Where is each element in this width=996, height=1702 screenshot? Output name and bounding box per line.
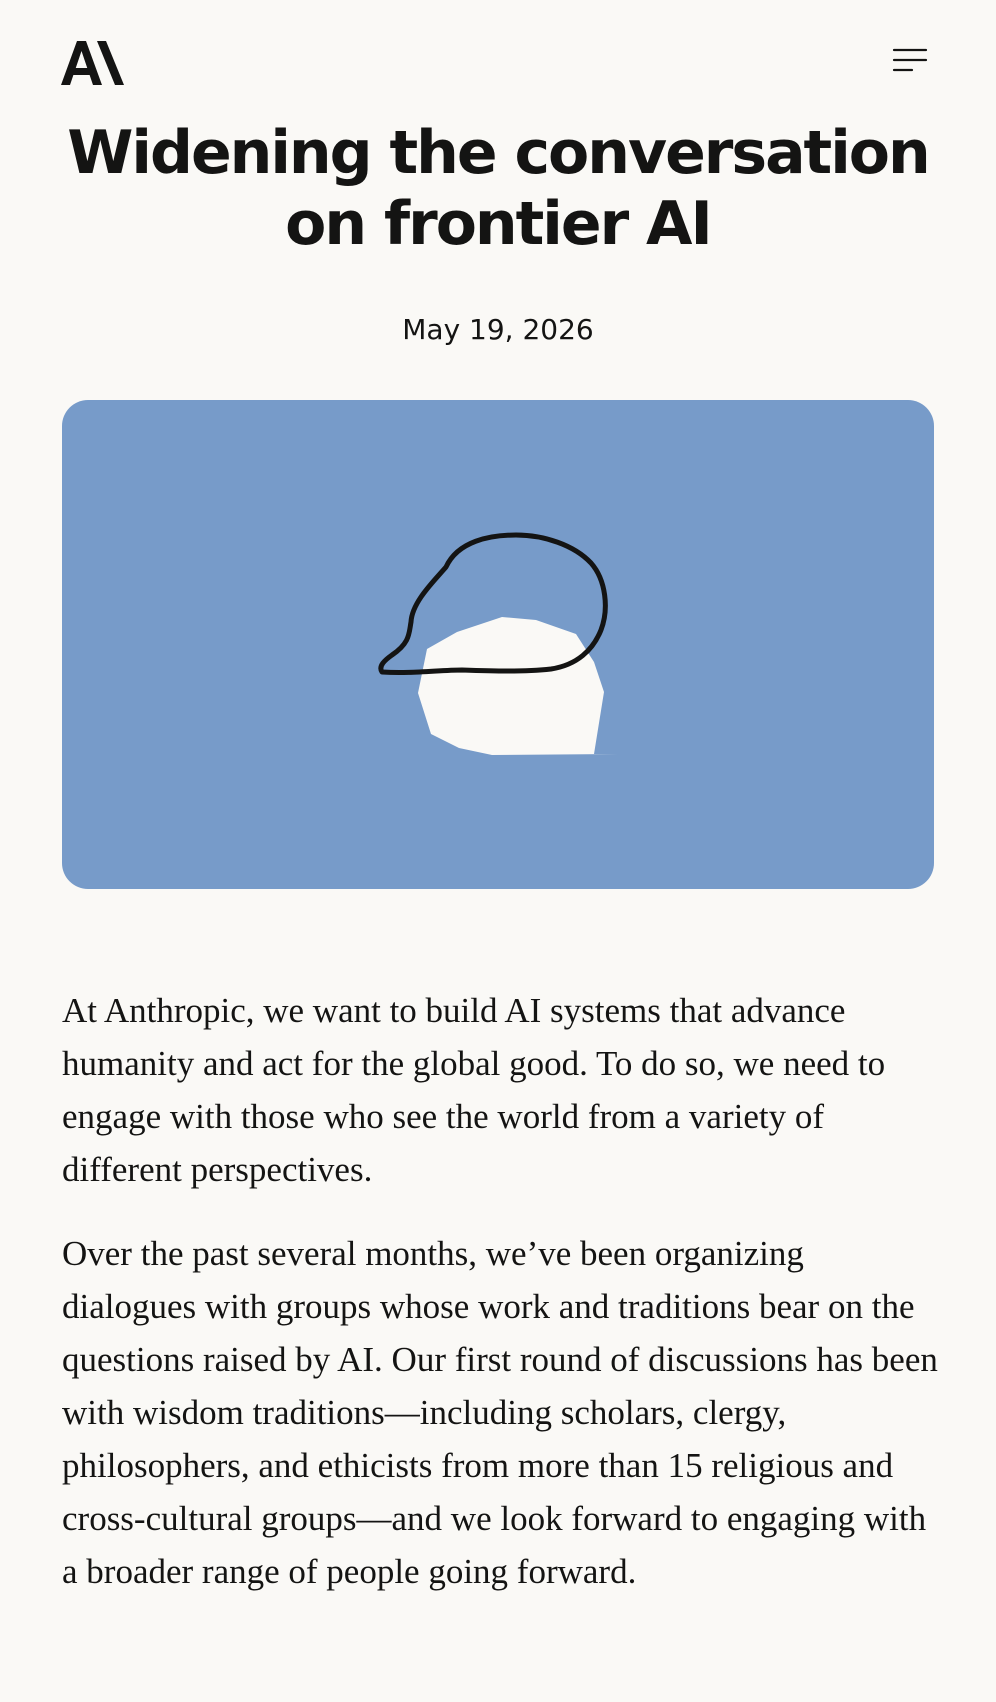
anthropic-logo[interactable] bbox=[61, 38, 127, 88]
hero-image bbox=[62, 400, 934, 889]
article-paragraph: Over the past several months, we’ve been organizing dialogues with groups whose work and traditions bear on the questions raised by AI. Our first round of discussions has been with wisdom traditions—including scholars, clergy, philosophers, and ethicists from more than 15 religious and cross-cultural groups—and we look forward to engaging with a broader range of people going forward. bbox=[62, 1234, 938, 1591]
hamburger-menu-icon bbox=[886, 42, 936, 82]
article-paragraph: At Anthropic, we want to build AI systems that advance humanity and act for the global good. To do so, we need to engage with those who see the world from a variety of different perspectives. bbox=[62, 991, 886, 1189]
article-body bbox=[62, 984, 942, 1629]
page-title: Widening the conversation on frontier AI bbox=[67, 118, 929, 259]
publish-date: May 19, 2026 bbox=[402, 313, 594, 346]
site-header bbox=[0, 0, 996, 120]
menu-button[interactable] bbox=[886, 42, 936, 82]
anthropic-logo-icon bbox=[61, 38, 127, 88]
